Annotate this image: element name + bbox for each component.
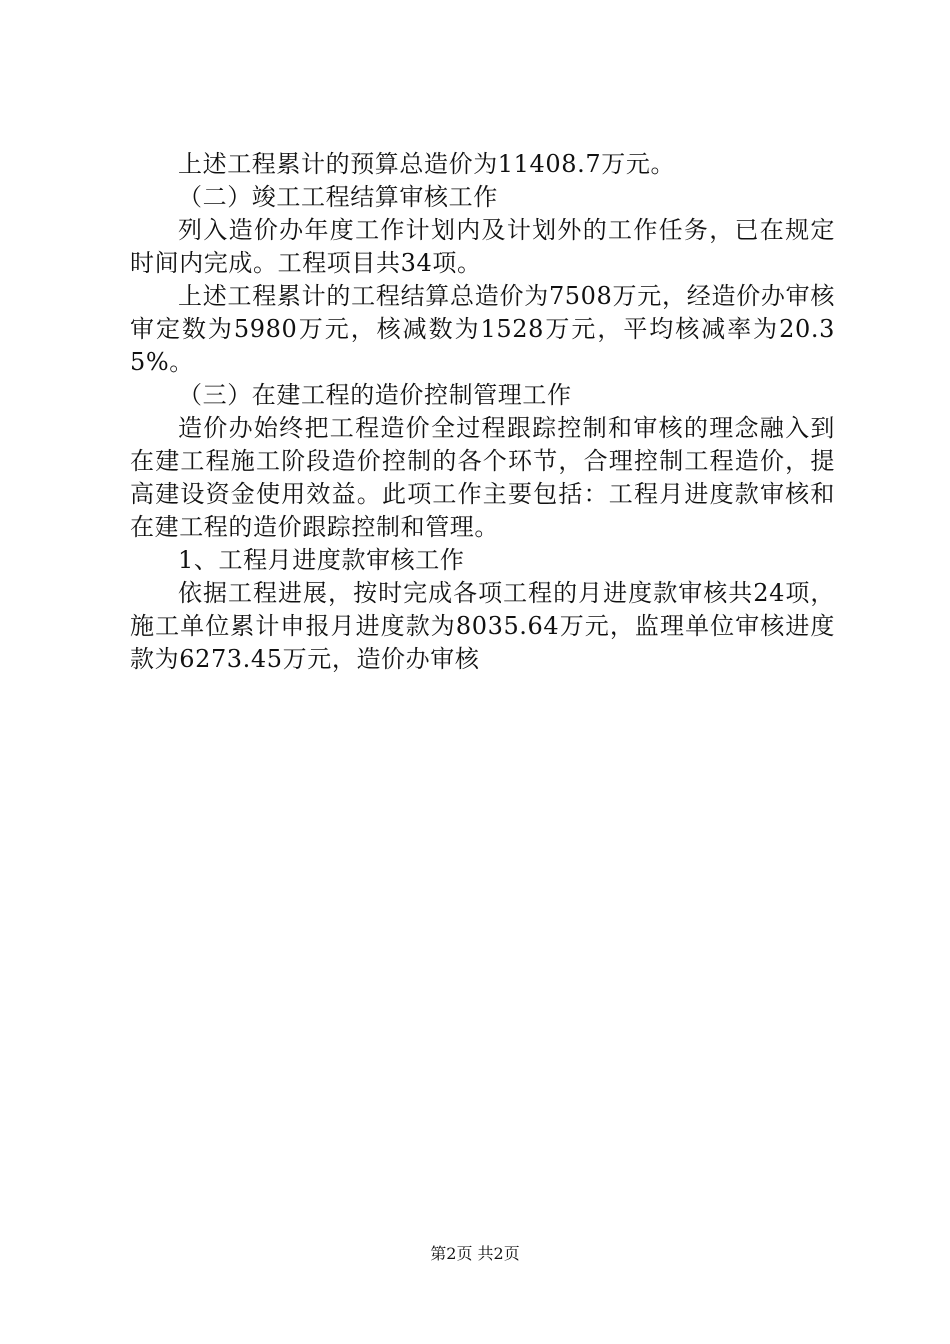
page-number-footer: 第2页 共2页 xyxy=(430,1244,520,1263)
paragraph-settlement-totals: 上述工程累计的工程结算总造价为7508万元，经造价办审核审定数为5980万元，核减数为1528万元，平均核减率为20.35%。 xyxy=(130,282,835,376)
paragraph-monthly-progress-audit: 依据工程进展，按时完成各项工程的月进度款审核共24项，施工单位累计申报月进度款为8035.64万元，监理单位审核进度款为6273.45万元，造价办审核 xyxy=(130,579,835,673)
paragraph-budget-total: 上述工程累计的预算总造价为11408.7万元。 xyxy=(178,150,676,178)
section-heading-completion-audit: （二）竣工工程结算审核工作 xyxy=(178,183,498,211)
document-body xyxy=(130,148,835,676)
paragraph-cost-control-approach: 造价办始终把工程造价全过程跟踪控制和审核的理念融入到在建工程施工阶段造价控制的各个环节，合理控制工程造价，提高建设资金使用效益。此项工作主要包括：工程月进度款审核和在建工程的造价跟踪控制和管理。 xyxy=(130,414,835,541)
subsection-heading-monthly-progress: 1、工程月进度款审核工作 xyxy=(178,546,465,574)
paragraph-completion-tasks: 列入造价办年度工作计划内及计划外的工作任务，已在规定时间内完成。工程项目共34项。 xyxy=(130,216,835,277)
section-heading-cost-control: （三）在建工程的造价控制管理工作 xyxy=(178,381,572,409)
